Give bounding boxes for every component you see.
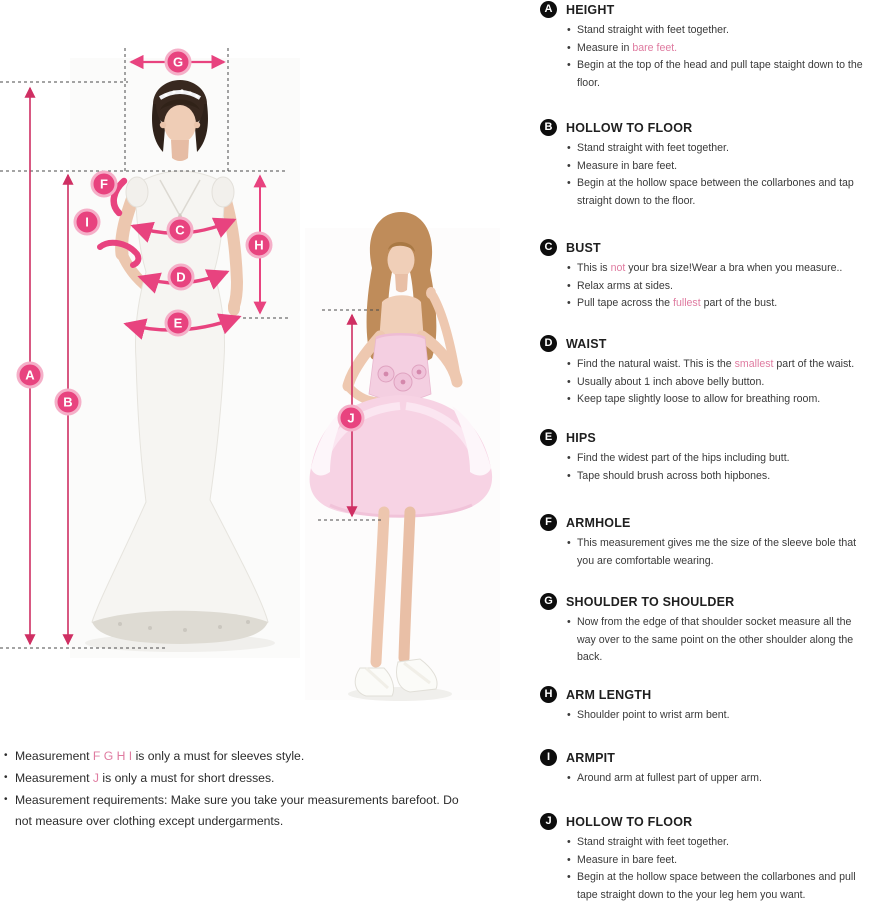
instruction-list	[567, 22, 872, 92]
letter-badge-F: F	[540, 514, 557, 531]
instruction-bullet	[567, 295, 872, 313]
plain-text: Around arm at fullest part of upper arm.	[577, 772, 762, 784]
figure-marker-D: D	[168, 264, 195, 291]
plain-text: This is	[577, 262, 611, 274]
section-header	[540, 1, 872, 18]
instruction-bullet	[567, 278, 872, 296]
plain-text: Stand straight with feet together.	[577, 142, 729, 154]
letter-badge-A: A	[540, 1, 557, 18]
section-header	[540, 593, 872, 610]
instruction-bullet	[567, 175, 872, 210]
plain-text: Measure in bare feet.	[577, 853, 678, 866]
instruction-bullet	[567, 140, 872, 158]
plain-text: is only a must for sleeves style.	[135, 749, 305, 763]
plain-text: Find the natural waist. This is the	[577, 358, 735, 370]
plain-text: Tape should brush across both hipbones.	[577, 469, 771, 482]
note-item	[4, 790, 460, 834]
instruction-list	[567, 770, 872, 788]
plain-text: Keep tape slightly loose to allow for breathing room.	[577, 393, 821, 405]
plain-text: Usually about 1 inch above belly button.	[577, 375, 765, 388]
measurement-figure-panel	[0, 0, 540, 710]
instruction-bullet	[567, 614, 872, 667]
plain-text: Begin at the top of the head and pull tape staight down to the floor.	[577, 59, 863, 89]
instruction-list	[567, 834, 872, 904]
plain-text: part of the bust.	[700, 297, 778, 309]
section-title: HEIGHT	[566, 2, 615, 17]
instruction-list	[567, 450, 872, 485]
plain-text: Pull tape across the	[577, 297, 673, 309]
instruction-bullet	[567, 707, 872, 725]
measure-section-H	[540, 686, 872, 725]
instruction-bullet	[567, 57, 872, 92]
measure-section-B	[540, 119, 872, 210]
measure-section-E	[540, 429, 872, 485]
instruction-bullet	[567, 391, 872, 409]
plain-text: Shoulder point to wrist arm bent.	[577, 709, 730, 721]
instruction-bullet	[567, 158, 872, 176]
letter-badge-G: G	[540, 593, 557, 610]
figure-marker-F: F	[91, 171, 118, 198]
instruction-bullet	[567, 869, 872, 904]
plain-text: Measurement	[15, 770, 93, 785]
highlighted-text: bare feet.	[632, 41, 678, 54]
letter-badge-J: J	[540, 813, 557, 830]
highlighted-text: J	[92, 770, 99, 785]
figure-marker-A: A	[17, 362, 44, 389]
plain-text: This measurement gives me the size of the sleeve bole that you are comfortable wearing.	[577, 537, 857, 567]
instruction-list	[567, 535, 872, 570]
note-item	[4, 746, 460, 768]
instruction-bullet	[567, 834, 872, 852]
instruction-bullet	[567, 40, 872, 58]
section-header	[540, 686, 872, 703]
section-title: SHOULDER TO SHOULDER	[566, 594, 735, 609]
section-title: ARM LENGTH	[566, 687, 652, 702]
letter-badge-B: B	[540, 119, 557, 136]
plain-text: Stand straight with feet together.	[577, 24, 729, 36]
note-item	[4, 768, 460, 790]
instruction-bullet	[567, 356, 872, 374]
instruction-bullet	[567, 450, 872, 468]
plain-text: Find the widest part of the hips including butt.	[577, 452, 790, 464]
section-header	[540, 749, 872, 766]
measure-section-I	[540, 749, 872, 788]
measure-section-G	[540, 593, 872, 667]
instruction-bullet	[567, 374, 872, 392]
section-header	[540, 239, 872, 256]
figure-marker-H: H	[246, 232, 273, 259]
instruction-list	[567, 140, 872, 210]
plain-text: Stand straight with feet together.	[577, 836, 729, 848]
section-header	[540, 429, 872, 446]
plain-text: Relax arms at sides.	[577, 279, 673, 292]
models-illustration	[0, 0, 540, 710]
highlighted-text: not	[610, 262, 626, 274]
instruction-bullet	[567, 852, 872, 870]
measure-section-F	[540, 514, 872, 570]
section-title: ARMHOLE	[566, 515, 631, 530]
measure-section-J	[540, 813, 872, 904]
plain-text: Measurement	[15, 749, 93, 763]
section-header	[540, 335, 872, 352]
plain-text: Begin at the hollow space between the collarbones and tap straight down to the floor.	[577, 177, 854, 207]
measure-section-D	[540, 335, 872, 409]
instructions-column	[540, 0, 872, 901]
plain-text: Measure in bare feet.	[577, 159, 678, 172]
instruction-list	[567, 260, 872, 313]
figure-marker-E: E	[165, 310, 192, 337]
highlighted-text: fullest	[673, 297, 701, 309]
figure-marker-I: I	[74, 209, 101, 236]
measure-section-A	[540, 1, 872, 92]
letter-badge-C: C	[540, 239, 557, 256]
plain-text: Begin at the hollow space between the collarbones and pull tape straight down to the your leg hem you want.	[577, 871, 856, 901]
plain-text: part of the waist.	[773, 358, 855, 370]
letter-badge-H: H	[540, 686, 557, 703]
figure-marker-J: J	[338, 405, 365, 432]
letter-badge-E: E	[540, 429, 557, 446]
plain-text: your bra size!Wear a bra when you measure..	[625, 262, 843, 274]
instruction-bullet	[567, 468, 872, 486]
notes	[4, 746, 460, 833]
figure-marker-G: G	[165, 49, 192, 76]
figure-marker-C: C	[167, 217, 194, 244]
section-title: HOLLOW TO FLOOR	[566, 120, 693, 135]
section-title: BUST	[566, 240, 601, 255]
letter-badge-D: D	[540, 335, 557, 352]
instruction-list	[567, 356, 872, 409]
highlighted-text: F G H I	[92, 749, 136, 763]
instruction-list	[567, 707, 872, 725]
section-title: HIPS	[566, 430, 596, 445]
section-header	[540, 514, 872, 531]
instruction-bullet	[567, 22, 872, 40]
plain-text: is only a must for short dresses.	[99, 770, 275, 785]
measure-section-C	[540, 239, 872, 313]
instruction-list	[567, 614, 872, 667]
plain-text: Measure in	[577, 41, 633, 54]
highlighted-text: smallest	[734, 358, 774, 370]
letter-badge-I: I	[540, 749, 557, 766]
section-title: ARMPIT	[566, 750, 616, 765]
section-header	[540, 813, 872, 830]
section-title: HOLLOW TO FLOOR	[566, 814, 693, 829]
section-header	[540, 119, 872, 136]
instruction-bullet	[567, 535, 872, 570]
figure-marker-B: B	[55, 389, 82, 416]
section-title: WAIST	[566, 336, 607, 351]
plain-text: Measurement requirements: Make sure you take your measurements barefoot. Do not measure over clothing except undergarments.	[15, 792, 459, 829]
instruction-bullet	[567, 770, 872, 788]
plain-text: Now from the edge of that shoulder socket measure all the way over to the same point on the other shoulder along the back.	[577, 616, 854, 663]
instruction-bullet	[567, 260, 872, 278]
